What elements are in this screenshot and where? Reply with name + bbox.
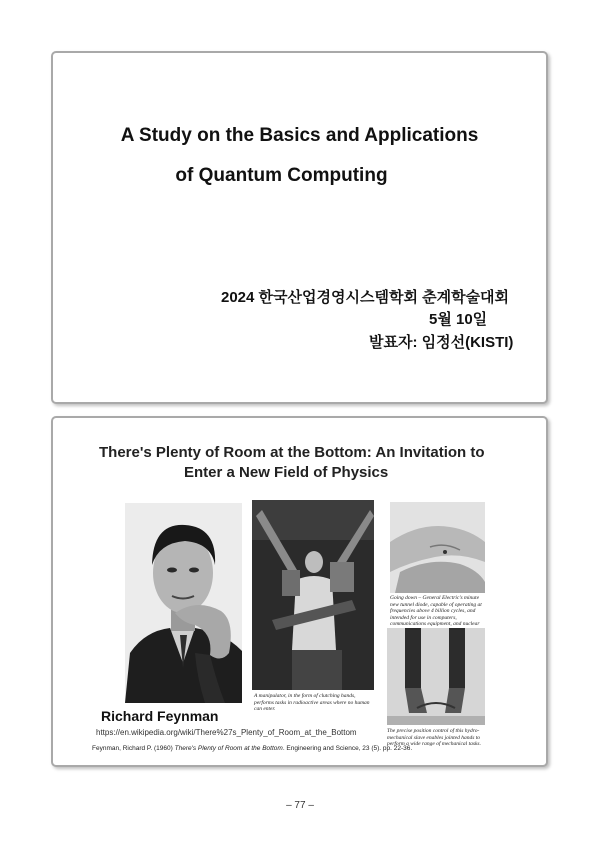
page-number: – 77 – xyxy=(286,800,314,811)
slide-title-line1: A Study on the Basics and Applications xyxy=(120,125,479,146)
manipulator-graphic xyxy=(252,500,374,690)
device-caption: The precise position control of this hydro-mechanical slave enables jointed hands to perform a wide range of mechanical tasks. xyxy=(387,728,481,747)
slide-title xyxy=(51,51,548,404)
hydro-mechanical-photo xyxy=(387,628,485,725)
source-url[interactable]: https://en.wikipedia.org/wiki/There%27s_Plenty_of_Room_at_the_Bottom xyxy=(96,728,357,737)
slide2-title-line1: There's Plenty of Room at the Bottom: An Invitation to xyxy=(99,444,485,461)
slide-title-line2: of Quantum Computing xyxy=(175,165,388,186)
citation-prefix: Feynman, Richard P. (1960) xyxy=(92,745,175,752)
slide2-title-line2: Enter a New Field of Physics xyxy=(184,464,389,481)
hands-photo xyxy=(390,502,485,593)
citation-suffix: . Engineering and Science, 23 (5). pp. 22-36. xyxy=(282,745,413,752)
portrait-graphic xyxy=(125,503,242,703)
presenter: 발표자: 임정선(KISTI) xyxy=(369,334,514,351)
conference-name: 2024 한국산업경영시스템학회 춘계학술대회 xyxy=(221,289,510,306)
person-name-label: Richard Feynman xyxy=(101,708,219,724)
citation xyxy=(92,745,412,752)
slide-feynman xyxy=(51,416,548,767)
hands-caption: Going down – General Electric's minute new tunnel diode, capable of operating at frequencies above 4 billion cycles, and intended for use in computers, communications equipment, and nuclear xyxy=(390,595,482,627)
conference-date: 5월 10일 xyxy=(429,311,488,328)
hands-graphic xyxy=(390,502,485,593)
citation-title: There's Plenty of Room at the Bottom xyxy=(174,745,283,752)
manipulator-photo xyxy=(252,500,374,690)
manipulator-caption: A manipulator, in the form of clutching hands, performs tasks in radioactive areas where no human can enter. xyxy=(254,693,370,712)
feynman-portrait-photo xyxy=(125,503,242,703)
device-graphic xyxy=(387,628,485,725)
